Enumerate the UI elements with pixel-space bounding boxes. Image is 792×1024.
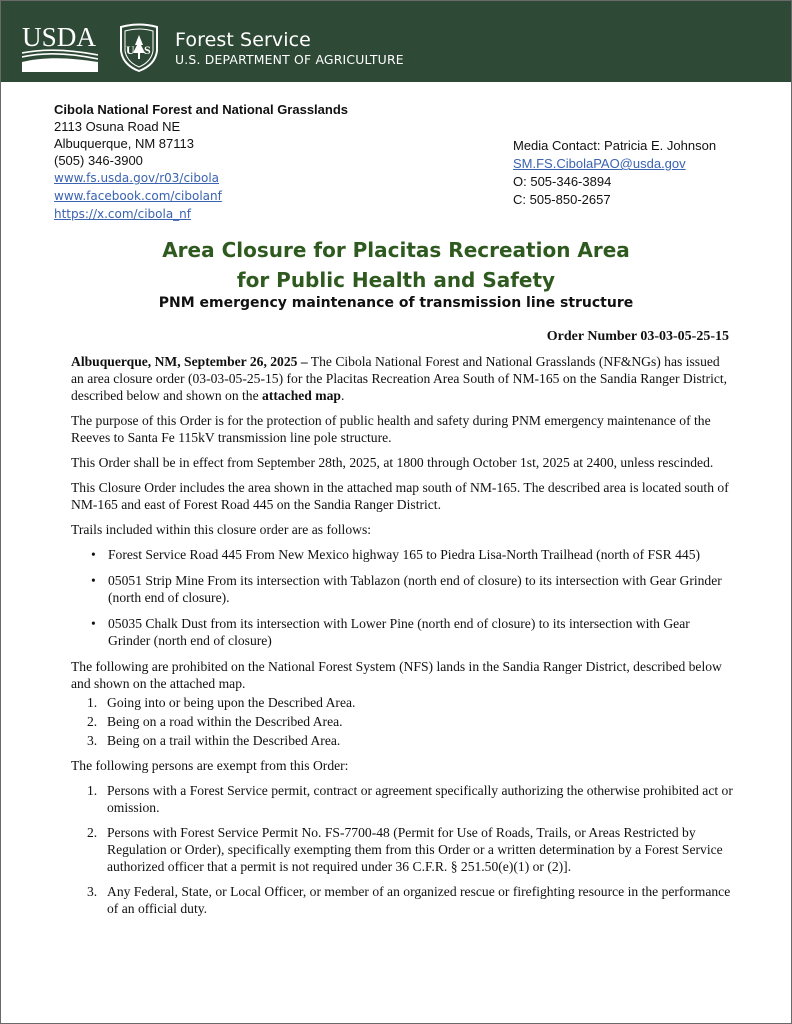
purpose-paragraph: The purpose of this Order is for the protection of public health and safety during PNM emergency maintenance of the Reeves to Santa Fe 115kV transmission line pole structure. <box>71 413 711 445</box>
media-contact <box>513 137 716 209</box>
trails-list <box>71 546 735 649</box>
list-number: 1. <box>87 783 98 798</box>
trails-intro: Trails included within this closure order are as follows: <box>71 522 372 537</box>
office-street: 2113 Osuna Road NE <box>54 119 181 134</box>
list-number: 1. <box>87 695 98 710</box>
dateline: Albuquerque, NM, September 26, 2025 – <box>71 354 308 369</box>
order-number: Order Number 03-03-05-25-15 <box>546 329 729 344</box>
office-name: Cibola National Forest and National Grasslands <box>54 102 349 117</box>
facebook-link[interactable]: www.facebook.com/cibolanf <box>54 189 222 203</box>
media-office-phone: O: 505-346-3894 <box>513 174 612 189</box>
agency-name: Forest Service <box>175 29 311 51</box>
exempt-intro: The following persons are exempt from this Order: <box>71 758 349 773</box>
list-number: 3. <box>87 884 98 899</box>
attached-map-reference: attached map <box>262 388 341 403</box>
exempt-list <box>71 782 735 917</box>
list-item <box>87 824 735 875</box>
media-email-link[interactable]: SM.FS.CibolaPAO@usda.gov <box>513 156 686 171</box>
svg-text:U: U <box>126 43 135 57</box>
list-item <box>87 732 735 749</box>
list-item: • 05051 Strip Mine From its intersection with Tablazon (north end of closure) to its intersection with Gear Grinder (north end of closure). <box>91 572 735 606</box>
area-paragraph: This Closure Order includes the area shown in the attached map south of NM-165. The described area is located south of NM-165 and east of Forest Road 445 on the Sandia Ranger District. <box>71 480 729 512</box>
website-link[interactable]: www.fs.usda.gov/r03/cibola <box>54 171 220 185</box>
document-body <box>71 353 735 925</box>
page-subtitle: PNM emergency maintenance of transmission line structure <box>158 295 634 311</box>
agency-banner <box>1 1 791 82</box>
media-cell-phone: C: 505-850-2657 <box>513 192 611 207</box>
intro-text: The Cibola National Forest and National Grasslands (NF&NGs) has issued an area closure order (03-03-05-25-15) for the Placitas Recreation Area South of NM-165 on the Sandia Ranger District, described below and shown on the <box>71 354 728 403</box>
usda-logo-icon <box>22 22 98 72</box>
list-item <box>87 782 735 816</box>
list-item: • 05035 Chalk Dust from its intersection with Lower Pine (north end of closure) to its intersection with Gear Grinder (north end of closure) <box>91 615 735 649</box>
list-number: 2. <box>87 714 98 729</box>
list-item <box>87 694 735 711</box>
office-city: Albuquerque, NM 87113 <box>54 136 194 151</box>
prohibited-intro: The following are prohibited on the National Forest System (NFS) lands in the Sandia Ranger District, described below and shown on the attached map. <box>71 659 722 691</box>
intro-end: . <box>340 388 345 403</box>
office-phone: (505) 346-3900 <box>54 153 143 168</box>
forest-service-shield-icon <box>117 23 161 73</box>
department-name: U.S. DEPARTMENT OF AGRICULTURE <box>175 52 404 67</box>
media-contact-name: Media Contact: Patricia E. Johnson <box>513 138 717 153</box>
list-text: Going into or being upon the Described Area. <box>107 695 356 710</box>
effect-paragraph: This Order shall be in effect from September 28th, 2025, at 1800 through October 1st, 2025 at 2400, unless rescinded. <box>71 455 714 470</box>
list-text: Persons with Forest Service Permit No. FS-7700-48 (Permit for Use of Roads, Trails, or Areas Restricted by Regulation or Order), specifically exempting them from this Order or a written determination by a Forest Service authorized officer that a permit is not required under 36 C.F.R. § 251.50(e)(1) or (2)]. <box>107 825 723 874</box>
list-number: 3. <box>87 733 98 748</box>
list-text: Any Federal, State, or Local Officer, or member of an organized rescue or firefighting resource in the performance of an official duty. <box>107 884 731 916</box>
list-item <box>87 883 735 917</box>
list-text: Persons with a Forest Service permit, contract or agreement specifically authorizing the otherwise prohibited act or omission. <box>107 783 733 815</box>
title-line-2: for Public Health and Safety <box>236 268 556 292</box>
svg-text:S: S <box>144 43 151 57</box>
prohibited-list <box>71 694 735 749</box>
list-number: 2. <box>87 825 98 840</box>
list-item <box>87 713 735 730</box>
intro-paragraph <box>71 353 735 404</box>
page-title <box>1 235 791 295</box>
list-item: • Forest Service Road 445 From New Mexico highway 165 to Piedra Lisa-North Trailhead (north of FSR 445) <box>91 546 735 563</box>
svg-text:USDA: USDA <box>22 22 97 52</box>
x-link[interactable]: https://x.com/cibola_nf <box>54 207 192 221</box>
list-text: Being on a road within the Described Area. <box>107 714 343 729</box>
list-text: Being on a trail within the Described Area. <box>107 733 341 748</box>
title-line-1: Area Closure for Placitas Recreation Area <box>162 238 630 262</box>
office-address <box>54 101 348 223</box>
